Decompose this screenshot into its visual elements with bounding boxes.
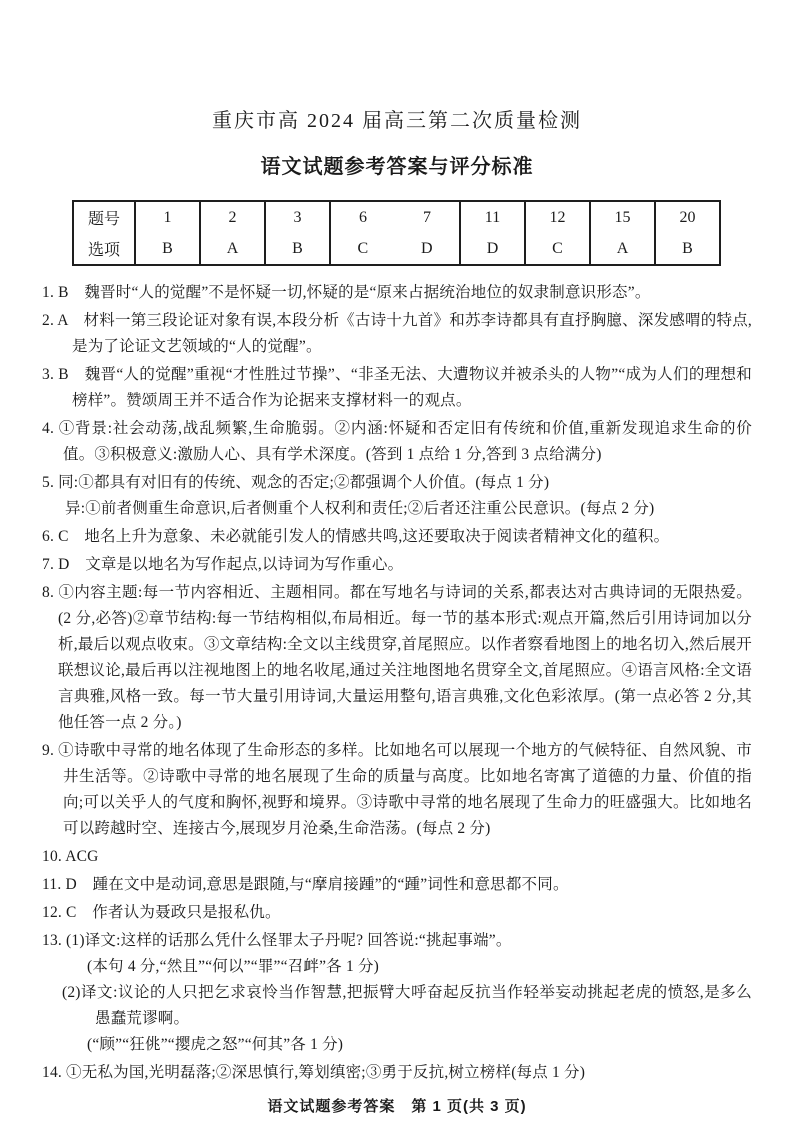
answer-line-13-part2-score: (“顾”“狂佻”“撄虎之怒”“何其”各 1 分)	[87, 1036, 344, 1053]
page-subtitle: 语文试题参考答案与评分标准	[260, 156, 534, 178]
question-number-cell: 3	[265, 201, 330, 233]
answer-line-13-part2: (2)译文:议论的人只把乞求哀怜当作智慧,把振臂大呼奋起反抗当作轻举妄动挑起老虎的愤怒,是多么愚蠢荒谬啊。	[62, 984, 752, 1027]
answer-key-table	[72, 200, 721, 266]
answer-line-6: 6. C 地名上升为意象、未必就能引发人的情感共鸣,这还要取决于阅读者精神文化的蕴积。	[42, 528, 670, 545]
question-number-cell: 20	[655, 201, 720, 233]
question-number-cell: 1	[135, 201, 200, 233]
choice-cell: C	[525, 233, 590, 265]
question-number: 7	[423, 208, 431, 226]
answer-line-5-diff: 异:①前者侧重生命意识,后者侧重个人权利和责任;②后者还注重公民意识。(每点 2 分)	[65, 500, 655, 517]
answer-line-14: 14. ①无私为国,光明磊落;②深思慎行,筹划缜密;③勇于反抗,树立榜样(每点 1 分)	[42, 1064, 586, 1081]
choice-cell: A	[200, 233, 265, 265]
question-number-row	[73, 201, 720, 233]
answer-line-8: 8. ①内容主题:每一节内容相近、主题相同。都在写地名与诗词的关系,都表达对古典诗词的无限热爱。(2 分,必答)②章节结构:每一节结构相似,布局相近。每一节的基本形式:观点开篇,然后引用诗词加以分析,最后以观点收束。③文章结构:全文以主线贯穿,首尾照应。以作者察看地图上的地名切入,然后展开联想议论,最后再以注视地图上的地名收尾,通过关注地图地名贯穿全文,首尾照应。④语言风格:全文语言典雅,风格一致。每一节大量引用诗词,大量运用整句,语言典雅,文化色彩浓厚。(第一点必答 2 分,其他任答一点 2 分。)	[42, 584, 752, 731]
answer-line-3: 3. B 魏晋“人的觉醒”重视“才性胜过节操”、“非圣无法、大遭物议并被杀头的人物”“成为人们的理想和榜样”。赞颂周王并不适合作为论据来支撑材料一的观点。	[42, 366, 752, 409]
answer-line-13-part1: 13. (1)译文:这样的话那么凭什么怪罪太子丹呢? 回答说:“挑起事端”。	[42, 932, 512, 949]
choice-cell: B	[655, 233, 720, 265]
question-number-cell-merged	[330, 201, 460, 233]
question-number-cell: 15	[590, 201, 655, 233]
choice-cell-merged	[330, 233, 460, 265]
choice-cell: D	[460, 233, 525, 265]
choice-cell: B	[135, 233, 200, 265]
row-label-question-number: 题号	[73, 201, 135, 233]
answer-line-2: 2. A 材料一第三段论证对象有误,本段分析《古诗十九首》和苏李诗都具有直抒胸臆、深发感喟的特点,是为了论证文艺领域的“人的觉醒”。	[42, 312, 752, 355]
answer-line-11: 11. D 踵在文中是动词,意思是跟随,与“摩肩接踵”的“踵”词性和意思都不同。	[42, 876, 569, 893]
row-label-choice: 选项	[73, 233, 135, 265]
choice-row	[73, 233, 720, 265]
question-number-cell: 12	[525, 201, 590, 233]
page-title: 重庆市高 2024 届高三第二次质量检测	[212, 110, 582, 132]
answer-line-1: 1. B 魏晋时“人的觉醒”不是怀疑一切,怀疑的是“原来占据统治地位的奴隶制意识形态”。	[42, 284, 651, 301]
page-footer: 语文试题参考答案 第 1 页(共 3 页)	[267, 1098, 527, 1115]
answer-line-10: 10. ACG	[42, 848, 99, 865]
answers-list	[42, 280, 752, 1086]
question-number-cell: 11	[460, 201, 525, 233]
choice-cell: A	[590, 233, 655, 265]
answer-line-7: 7. D 文章是以地名为写作起点,以诗词为写作重心。	[42, 556, 404, 573]
answer-line-13-part1-score: (本句 4 分,“然且”“何以”“罪”“召衅”各 1 分)	[87, 958, 380, 975]
choice: C	[357, 239, 369, 257]
answer-line-5-same: 5. 同:①都具有对旧有的传统、观念的否定;②都强调个人价值。(每点 1 分)	[42, 474, 550, 491]
choice: D	[420, 239, 433, 257]
question-number: 6	[359, 208, 367, 226]
answer-line-12: 12. C 作者认为聂政只是报私仇。	[42, 904, 281, 921]
answer-line-9: 9. ①诗歌中寻常的地名体现了生命形态的多样。比如地名可以展现一个地方的气候特征、自然风貌、市井生活等。②诗歌中寻常的地名展现了生命的质量与高度。比如地名寄寓了道德的力量、价值的指向;可以关乎人的气度和胸怀,视野和境界。③诗歌中寻常的地名展现了生命力的旺盛强大。比如地名可以跨越时空、连接古今,展现岁月沧桑,生命浩荡。(每点 2 分)	[42, 742, 752, 837]
answer-line-4: 4. ①背景:社会动荡,战乱频繁,生命脆弱。②内涵:怀疑和否定旧有传统和价值,重新发现追求生命的价值。③积极意义:激励人心、具有学术深度。(答到 1 点给 1 分,答到 3 点给满分)	[42, 420, 752, 463]
question-number-cell: 2	[200, 201, 265, 233]
choice-cell: B	[265, 233, 330, 265]
